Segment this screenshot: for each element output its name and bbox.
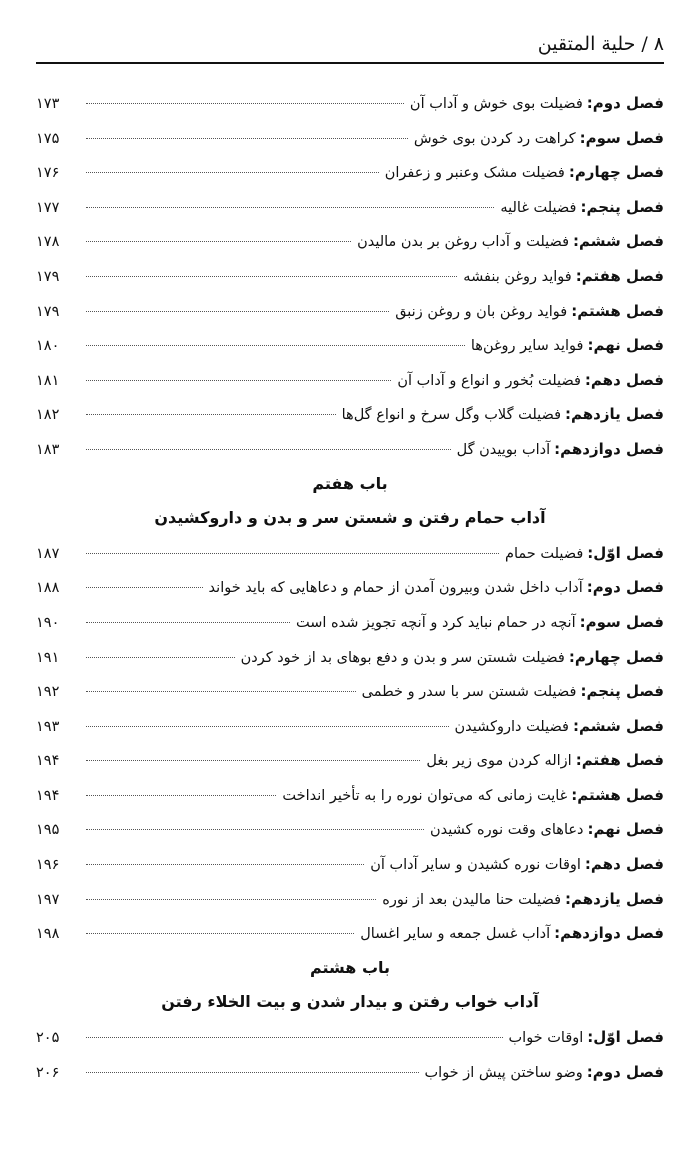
toc-entry[interactable]: [36, 121, 664, 156]
toc-entry-text: [500, 190, 664, 226]
toc-entry-text: [241, 640, 664, 676]
page-number: ۱۷۹: [36, 268, 60, 285]
toc-entry-text: [370, 847, 664, 883]
label-colon: :: [584, 855, 591, 874]
toc-entry-text: [397, 363, 664, 399]
toc-entry-text: [457, 432, 664, 468]
chapter-title: فضیلت و آداب روغن بر بدن مالیدن: [357, 234, 569, 251]
chapter-label: فصل دهم: [590, 370, 664, 389]
book-page: [36, 0, 664, 1175]
dot-leader: [86, 691, 356, 692]
chapter-label: فصل ششم: [579, 232, 664, 251]
chapter-title: آداب بوییدن گل: [456, 441, 551, 458]
label-colon: :: [571, 785, 578, 804]
page-number: ۲۰۵: [36, 1030, 60, 1047]
page-number: ۱۸۰: [36, 338, 60, 355]
toc-entry[interactable]: [36, 882, 664, 917]
toc-entry-text: [505, 536, 664, 572]
chapter-title: فواید سایر روغن‌ها: [470, 338, 584, 355]
chapter-label: فصل سوم: [585, 612, 664, 631]
chapter-label: فصل دهم: [590, 855, 664, 874]
page-number: ۱۹۷: [36, 891, 60, 908]
chapter-label: فصل یازدهم: [571, 405, 664, 424]
chapter-label: فصل اوّل: [593, 543, 664, 562]
toc-entry[interactable]: [36, 1055, 664, 1090]
dot-leader: [86, 933, 354, 934]
page-number: ۱۹۲: [36, 684, 60, 701]
toc-entry-text: [426, 743, 664, 779]
chapter-label: فصل چهارم: [574, 647, 664, 666]
page-number: ۱۷۷: [36, 199, 60, 216]
label-colon: :: [587, 543, 594, 562]
toc-entry-text: [362, 674, 664, 710]
toc-entry-text: [360, 916, 664, 952]
section-heading: باب هشتم: [309, 957, 391, 977]
label-colon: :: [571, 301, 578, 320]
page-number: ۱۸۸: [36, 580, 60, 597]
page-number: ۱۸۷: [36, 545, 60, 562]
chapter-title: آنچه در حمام نباید کرد و آنچه تجویز شده است: [296, 614, 576, 631]
page-number: ۱۹۵: [36, 822, 60, 839]
toc-entry[interactable]: [36, 294, 664, 329]
page-number: ۱۷۸: [36, 234, 60, 251]
toc-entry[interactable]: [36, 536, 664, 571]
label-colon: :: [575, 751, 582, 770]
label-colon: :: [586, 1062, 593, 1081]
label-colon: :: [565, 405, 572, 424]
dot-leader: [86, 172, 379, 173]
chapter-label: فصل دوم: [592, 1062, 664, 1081]
toc-entry-text: [430, 812, 664, 848]
chapter-title: فضیلت حنا مالیدن بعد از نوره: [382, 891, 562, 908]
header-rule: [36, 62, 664, 64]
toc-entry[interactable]: [36, 778, 664, 813]
chapter-label: فصل اوّل: [593, 1028, 664, 1047]
label-colon: :: [586, 94, 593, 112]
toc-entry[interactable]: [36, 190, 664, 225]
chapter-title: غایت زمانی که می‌توان نوره را به تأخیر انداخت: [282, 787, 568, 804]
chapter-title: فضیلت شستن سر با سدر و خطمی: [361, 684, 577, 701]
dot-leader: [86, 380, 391, 381]
header-page-number: ۸: [653, 33, 664, 55]
page-number: ۱۸۳: [36, 441, 60, 458]
toc-entry[interactable]: [36, 812, 664, 847]
page-number: ۱۷۵: [36, 130, 60, 147]
page-number: ۱۹۳: [36, 718, 60, 735]
toc-entry[interactable]: [36, 709, 664, 744]
toc-entry[interactable]: [36, 916, 664, 951]
chapter-label: فصل ششم: [579, 716, 664, 735]
dot-leader: [86, 311, 389, 312]
chapter-title: فضیلت حمام: [505, 545, 584, 562]
label-colon: :: [573, 716, 579, 735]
toc-entry-text: [410, 86, 664, 122]
chapter-label: فصل دوازدهم: [560, 924, 664, 943]
toc-entry[interactable]: [36, 432, 664, 467]
chapter-title: فواید روغن بنفشه: [463, 268, 572, 285]
toc-entry-text: [282, 778, 664, 814]
label-colon: :: [575, 266, 582, 285]
toc-entry-text: [209, 570, 664, 606]
toc-entry-text: [385, 155, 664, 191]
toc-entry[interactable]: [36, 397, 664, 432]
dot-leader: [86, 276, 457, 277]
dot-leader: [86, 760, 420, 761]
toc-entry[interactable]: [36, 155, 664, 190]
chapter-label: فصل یازدهم: [571, 889, 664, 908]
toc-entry[interactable]: [36, 86, 664, 121]
label-colon: :: [568, 163, 575, 182]
chapter-title: فضیلت بُخور و انواع و آداب آن: [397, 372, 581, 389]
dot-leader: [86, 726, 449, 727]
dot-leader: [86, 207, 494, 208]
chapter-title: فضیلت شستن سر و بدن و دفع بوهای بد از خود کردن: [240, 649, 565, 666]
dot-leader: [86, 657, 235, 658]
toc-entry[interactable]: [36, 847, 664, 882]
label-colon: :: [587, 336, 594, 355]
section-heading: آداب حمام رفتن و شستن سر و بدن و داروکشیدن: [154, 508, 546, 528]
dot-leader: [86, 449, 451, 450]
chapter-title: فضیلت مشک وعنبر و زعفران: [384, 165, 565, 182]
header-book-title: حلیة المتقین: [537, 33, 636, 55]
chapter-label: فصل هفتم: [581, 751, 664, 770]
label-colon: :: [568, 647, 575, 666]
page-number: ۱۹۱: [36, 649, 60, 666]
label-colon: :: [554, 439, 561, 458]
chapter-label: فصل دوم: [592, 94, 664, 112]
toc-entry-text: [342, 397, 664, 433]
chapter-label: فصل هشتم: [577, 785, 664, 804]
toc-entry[interactable]: [36, 363, 664, 398]
page-number: ۱۷۶: [36, 165, 60, 182]
page-number: ۱۹۸: [36, 926, 60, 943]
page-number: ۱۷۳: [36, 96, 60, 112]
dot-leader: [86, 138, 408, 139]
chapter-label: فصل چهارم: [574, 163, 664, 182]
running-head: [538, 32, 664, 56]
chapter-title: آداب غسل جمعه و سایر اغسال: [360, 926, 551, 943]
chapter-label: فصل سوم: [585, 128, 664, 147]
toc-entry[interactable]: [36, 640, 664, 675]
label-colon: :: [580, 682, 587, 701]
chapter-label: فصل پنجم: [586, 682, 664, 701]
label-colon: :: [579, 128, 586, 147]
toc-entry-text: [296, 605, 664, 641]
chapter-label: فصل دوازدهم: [560, 439, 664, 458]
label-colon: :: [579, 612, 586, 631]
chapter-title: فضیلت داروکشیدن: [454, 718, 569, 735]
page-number: ۱۹۰: [36, 614, 60, 631]
page-number: ۲۰۶: [36, 1064, 60, 1081]
chapter-title: فضیلت غالیه: [500, 199, 577, 216]
toc-entry[interactable]: [36, 259, 664, 294]
dot-leader: [86, 1037, 503, 1038]
chapter-title: اوقات خواب: [508, 1030, 584, 1047]
section-heading: باب هفتم: [312, 473, 388, 493]
toc-entry-text: [463, 259, 664, 295]
toc-entry[interactable]: [36, 224, 664, 259]
chapter-title: اوقات نوره کشیدن و سایر آداب آن: [370, 857, 581, 874]
label-colon: :: [554, 924, 561, 943]
dot-leader: [86, 345, 465, 346]
toc-entry[interactable]: [36, 743, 664, 778]
chapter-title: فواید روغن بان و روغن زنبق: [395, 303, 568, 320]
label-colon: :: [584, 370, 591, 389]
chapter-title: وضو ساختن پیش از خواب: [424, 1064, 583, 1081]
toc-entry-text: [509, 1020, 664, 1056]
toc-entry-text: [425, 1055, 664, 1091]
toc-entry-text: [414, 121, 664, 157]
header-separator: /: [641, 33, 648, 55]
dot-leader: [86, 414, 336, 415]
chapter-label: فصل هشتم: [577, 301, 664, 320]
label-colon: :: [580, 197, 587, 216]
toc-entry-text: [382, 882, 664, 918]
chapter-title: فضیلت بوی خوش و آداب آن: [409, 96, 583, 112]
page-number: ۱۹۴: [36, 787, 60, 804]
chapter-title: ازاله کردن موی زیر بغل: [426, 753, 572, 770]
chapter-title: فضیلت گلاب وگل سرخ و انواع گل‌ها: [341, 407, 562, 424]
dot-leader: [86, 795, 276, 796]
toc-entry[interactable]: [36, 328, 664, 363]
toc-entry-text: [455, 709, 665, 745]
dot-leader: [86, 553, 499, 554]
toc-entry[interactable]: [36, 605, 664, 640]
chapter-label: فصل هفتم: [581, 266, 664, 285]
dot-leader: [86, 241, 351, 242]
toc-entry[interactable]: [36, 570, 664, 605]
label-colon: :: [586, 578, 593, 597]
label-colon: :: [573, 232, 579, 251]
toc-entry[interactable]: [36, 1020, 664, 1055]
chapter-title: دعاهای وقت نوره کشیدن: [429, 822, 584, 839]
page-number: ۱۹۶: [36, 857, 60, 874]
dot-leader: [86, 899, 376, 900]
chapter-label: فصل نهم: [593, 820, 664, 839]
dot-leader: [86, 103, 404, 104]
label-colon: :: [587, 1028, 594, 1047]
chapter-label: فصل دوم: [592, 578, 664, 597]
table-of-contents: [36, 86, 664, 1089]
label-colon: :: [565, 889, 572, 908]
dot-leader: [86, 622, 290, 623]
chapter-label: فصل نهم: [593, 336, 664, 355]
toc-entry-text: [471, 328, 664, 364]
dot-leader: [86, 587, 203, 588]
section-heading: آداب خواب رفتن و بیدار شدن و بیت الخلاء رفتن: [161, 992, 539, 1012]
chapter-label: فصل پنجم: [586, 197, 664, 216]
dot-leader: [86, 1072, 419, 1073]
page-number: ۱۸۱: [36, 372, 60, 389]
dot-leader: [86, 864, 364, 865]
chapter-title: کراهت رد کردن بوی خوش: [413, 130, 576, 147]
chapter-title: آداب داخل شدن وبیرون آمدن از حمام و دعاهایی که باید خواند: [208, 580, 583, 597]
page-number: ۱۹۴: [36, 753, 60, 770]
dot-leader: [86, 829, 424, 830]
toc-entry-text: [395, 294, 664, 330]
toc-entry[interactable]: [36, 674, 664, 709]
label-colon: :: [587, 820, 594, 839]
page-number: ۱۸۲: [36, 407, 60, 424]
page-number: ۱۷۹: [36, 303, 60, 320]
toc-entry-text: [357, 224, 664, 260]
